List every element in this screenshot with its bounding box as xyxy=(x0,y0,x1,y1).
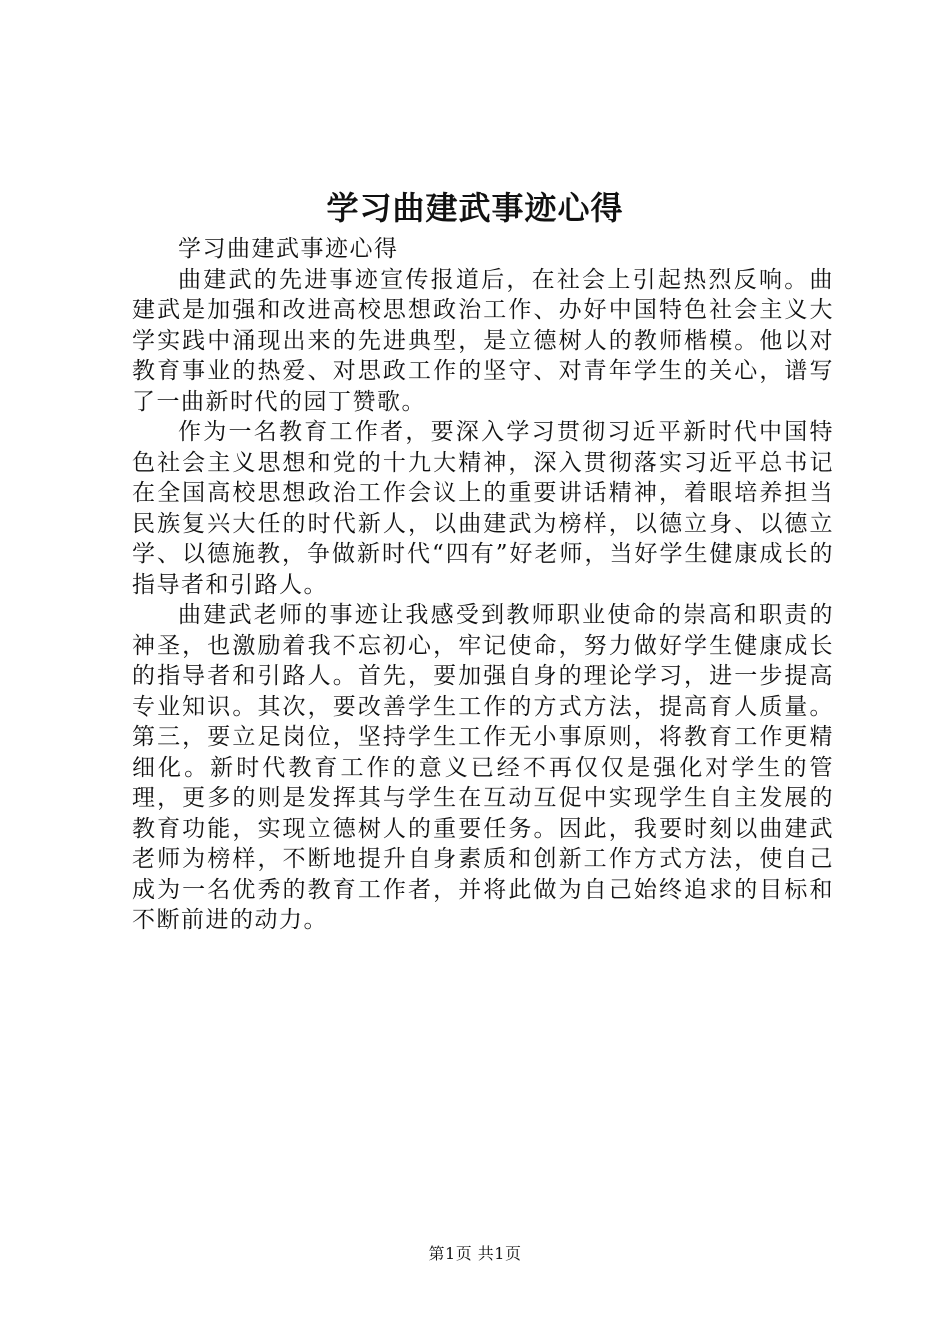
body-paragraph-1: 学习曲建武事迹心得 xyxy=(178,236,399,262)
body-paragraph-4: 曲建武老师的事迹让我感受到教师职业使命的崇高和职责的神圣，也激励着我不忘初心，牢记使命，努力做好学生健康成长的指导者和引路人。首先，要加强自身的理论学习，进一步提高专业知识。其次，要改善学生工作的方式方法，提高育人质量。第三，要立足岗位，坚持学生工作无小事原则，将教育工作更精细化。新时代教育工作的意义已经不再仅仅是强化对学生的管理，更多的则是发挥其与学生在互动互促中实现学生自主发展的教育功能，实现立德树人的重要任务。因此，我要时刻以曲建武老师为榜样，不断地提升自身素质和创新工作方式方法，使自己成为一名优秀的教育工作者，并将此做为自己始终追求的目标和不断前进的动力。 xyxy=(132,602,834,933)
body-paragraph-3: 作为一名教育工作者，要深入学习贯彻习近平新时代中国特色社会主义思想和党的十九大精神，深入贯彻落实习近平总书记在全国高校思想政治工作会议上的重要讲话精神，着眼培养担当民族复兴大任的时代新人，以曲建武为榜样，以德立身、以德立学、以德施教，争做新时代“四有”好老师，当好学生健康成长的指导者和引路人。 xyxy=(132,419,834,598)
body-paragraph-2: 曲建武的先进事迹宣传报道后，在社会上引起热烈反响。曲建武是加强和改进高校思想政治工作、办好中国特色社会主义大学实践中涌现出来的先进典型，是立德树人的教师楷模。他以对教育事业的热爱、对思政工作的坚守、对青年学生的关心，谱写了一曲新时代的园丁赞歌。 xyxy=(132,266,834,415)
page-footer: 第1页 共1页 xyxy=(428,1244,522,1263)
document-title: 学习曲建武事迹心得 xyxy=(326,189,624,227)
document-body xyxy=(132,234,834,936)
